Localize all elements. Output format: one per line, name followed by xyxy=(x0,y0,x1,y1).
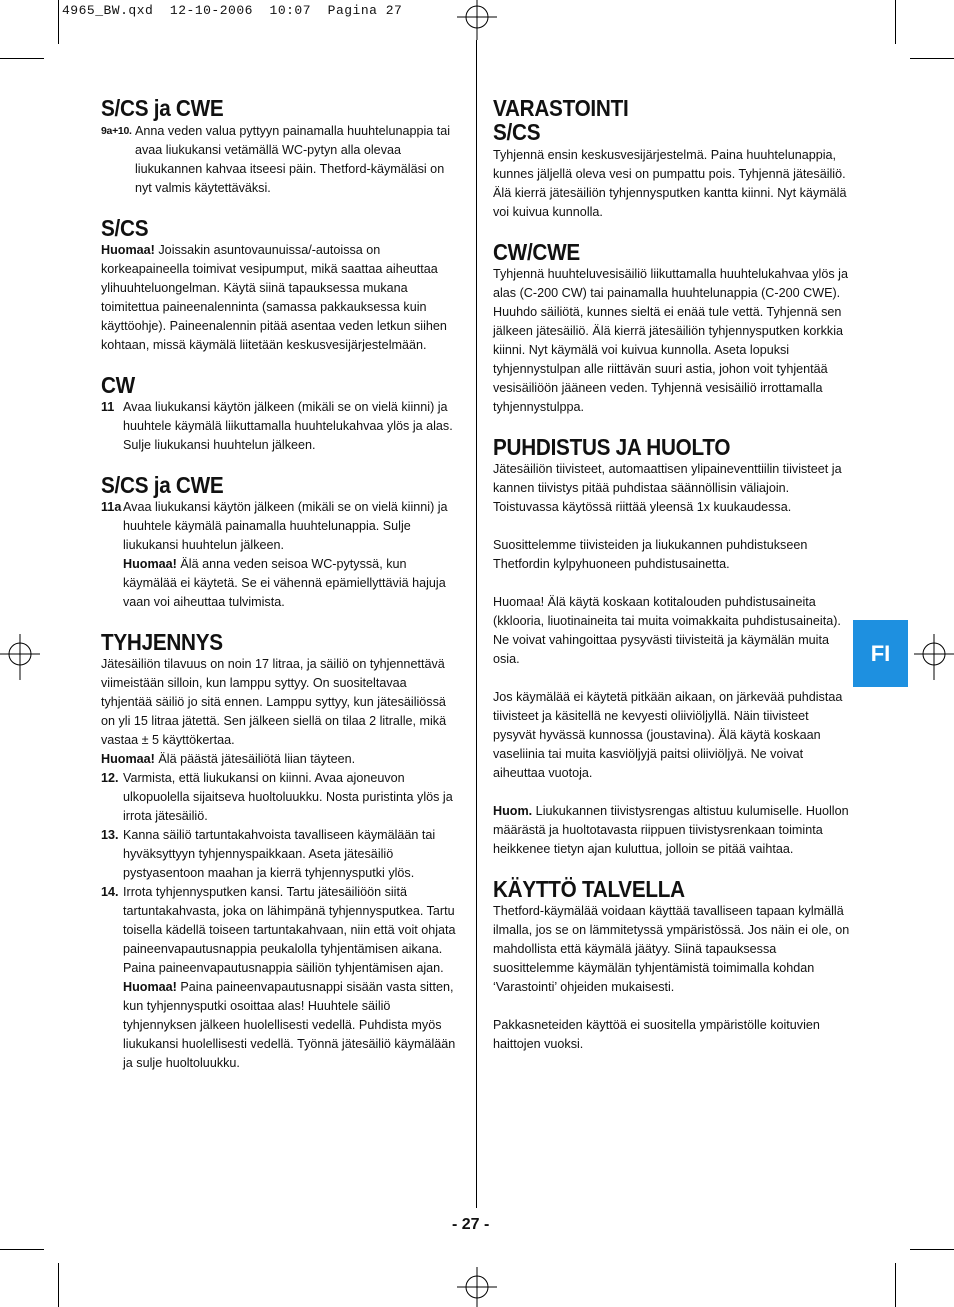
note-label: Huomaa! xyxy=(101,752,155,766)
note-label: Huomaa! xyxy=(123,980,177,994)
note-label: Huomaa! xyxy=(123,557,177,571)
instruction-item-11 xyxy=(101,398,461,455)
paragraph: Jos käymälää ei käytetä pitkään aikaan, on järkevää puhdistaa tiivisteet ja käsitellä ne kevyesti oliiviöljyllä. Näin tiivisteet pysyvät hyvässä kunnossa (joustavina). Älä käytä koskaan vaseliinia tai muita kasviöljyjä paitsi oliiviöljyä. Ne voivat aiheuttaa vuotoja. xyxy=(493,690,843,780)
paragraph: Suosittelemme tiivisteiden ja liukukannen puhdistukseen Thetfordin kylpyhuoneen puhdistusainetta. xyxy=(493,538,808,571)
item-text: Varmista, että liukukansi on kiinni. Avaa ajoneuvon ulkopuolella sijaitseva huoltoluukku. Nosta puristinta ylös ja irrota jätesäiliö. xyxy=(123,771,453,823)
section-heading-cw: CW xyxy=(101,372,135,398)
paragraph: Tyhjennä huuhteluvesisäiliö liikuttamalla huuhtelukahvaa ylös ja alas (C-200 CW) tai painamalla huuhtelunappia (C-200 CWE). Huuhdo säiliötä, kunnes sieltä ei enää tule vettä. Tyhjennä sen jälkeen jätesäiliö. Älä kierrä jätesäiliön tyhjennysputken korkkia kiinni. Nyt käymälä voi kuivua kunnolla. Aseta lopuksi tyhjennystulpan alle riittävän suuri astia, johon voit tyhjentää vesisäiliöön jääneen veden. Tyhjennä vesisäiliö irrottamalla tyhjennystulppa. xyxy=(493,267,848,414)
item-text: Kanna säiliö tartuntakahvoista tavalliseen käymälään tai hyväksyttyyn tyhjennyspaikkaan. Aseta jätesäiliö pystyasentoon maahan ja kierrä tyhjennysputki ylös. xyxy=(123,828,436,880)
right-column xyxy=(493,96,853,1054)
column-divider xyxy=(476,40,477,1208)
section-heading-scs: S/CS xyxy=(101,215,149,241)
paragraph: Jätesäiliön tiivisteet, automaattisen ylipaineventtiilin tiivisteet ja kannen tiivistys pitää puhdistaa säännöllisin väliajoin. Toistuvassa käytössä riittää yleensä 1x kuukaudessa. xyxy=(493,462,842,514)
crop-mark-bl-h xyxy=(0,1249,44,1250)
item-text: Avaa liukukansi käytön jälkeen (mikäli se on vielä kiinni) ja huuhtele käymälä painamalla huuhtelunappia. Sulje liukukansi huuhtelun jälkeen. xyxy=(123,500,448,552)
crop-mark-br-v xyxy=(895,1263,896,1307)
instruction-item-11a xyxy=(101,498,461,612)
paragraph: Tyhjennä ensin keskusvesijärjestelmä. Paina huuhtelunappia, kunnes jäljellä oleva vesi on pumpattu pois. Tyhjennä jätesäiliö. Älä kierrä jätesäiliön tyhjennysputken kantta kiinni. Nyt käymälä voi kuivua kunnolla. xyxy=(493,148,847,219)
print-slug: 4965_BW.qxd 12-10-2006 10:07 Pagina 27 xyxy=(62,3,403,18)
note-paragraph xyxy=(493,802,853,859)
crop-mark-tr-v xyxy=(895,0,896,44)
language-tab-fi: FI xyxy=(853,620,908,687)
note-text: Älä päästä jätesäiliötä liian täyteen. xyxy=(154,752,356,766)
paragraph: Huomaa! Älä käytä koskaan kotitalouden puhdistusaineita (kklooria, liuotinaineita tai muita voimakkaita puhdistusaineita). Ne voivat vahingoittaa pysyvästi tiivisteitä ja käymälän muita osia. xyxy=(493,595,841,666)
item-text: Anna veden valua pyttyyn painamalla huuhtelunappia tai avaa liukukansi vetämällä WC-pytyn alla olevaa liukukannen kahvaa itseesi päin. Thetford-käymäläsi on nyt valmis käytettäväksi. xyxy=(135,124,451,195)
section-heading-scs-cwe-2: S/CS ja CWE xyxy=(101,472,224,498)
section-subheading-scs: S/CS xyxy=(493,119,541,145)
note-paragraph xyxy=(101,750,461,769)
paragraph: Thetford-käymälää voidaan käyttää tavalliseen tapaan kylmällä ilmalla, jos se on lämmitetyssä ympäristössä. Jos näin ei ole, on mahdollista että käymälä jäätyy. Siinä tapauksessa suosittelemme käymälän tyhjentämistä toimimalla kohdan ‘Varastointi’ ohjeiden mukaisesti. xyxy=(493,904,850,994)
note-label: Huomaa! xyxy=(101,243,155,257)
crop-mark-tl-h xyxy=(0,58,44,59)
note-text: Joissakin asuntovaunuissa/-autoissa on korkeapaineella toimivat vesipumput, mikä saattaa aiheuttaa ylihuuhteluongelman. Käytä siinä tapauksessa mukana toimitettua paineenalenninta (samassa pakkauksessa kuin käyttöohje). Paineenalennin pitää asentaa veden letkun siihen kohtaan, missä käymälä liitetään keskusvesijärjestelmään. xyxy=(101,243,447,352)
left-column xyxy=(101,96,461,1073)
item-number: 9a+10. xyxy=(101,125,132,137)
section-heading-puhdistus: PUHDISTUS JA HUOLTO xyxy=(493,434,731,460)
note-text: Paina paineenvapautusnappi sisään vasta sitten, kun tyhjennysputki osoittaa alas! Huuhtele säiliö tyhjennyksen jälkeen huolellisesti vedellä. Puhdista myös liukukansi huolellisesti vedellä. Työnnä jätesäiliö käymälään ja sulje huoltoluukku. xyxy=(123,980,456,1070)
instruction-item-9a10 xyxy=(101,122,461,198)
note-text: Älä anna veden seisoa WC-pytyssä, kun käymälää ei käytetä. Se ei vähennä epämiellyttäviä hajuja vaan voi aiheuttaa tulvimista. xyxy=(123,557,446,609)
item-number: 11a xyxy=(101,500,122,514)
instruction-item-12 xyxy=(101,769,461,826)
crop-mark-tl-v xyxy=(58,0,59,44)
item-number: 13. xyxy=(101,828,119,842)
paragraph: Pakkasneteiden käyttöä ei suositella ympäristölle koituvien haittojen vuoksi. xyxy=(493,1018,820,1051)
section-heading-varastointi: VARASTOINTI xyxy=(493,95,629,121)
instruction-item-13 xyxy=(101,826,461,883)
registration-mark-left-icon xyxy=(0,632,40,682)
registration-mark-right-icon xyxy=(914,632,954,682)
instruction-item-14 xyxy=(101,883,461,1073)
item-number: 11 xyxy=(101,400,115,414)
registration-mark-bottom-icon xyxy=(452,1267,502,1307)
section-heading-cw-cwe: CW/CWE xyxy=(493,239,580,265)
item-number: 14. xyxy=(101,885,119,899)
crop-mark-tr-h xyxy=(910,58,954,59)
crop-mark-br-h xyxy=(910,1249,954,1250)
section-heading-scs-cwe: S/CS ja CWE xyxy=(101,95,224,121)
page-number: - 27 - xyxy=(452,1216,490,1233)
item-text: Avaa liukukansi käytön jälkeen (mikäli se on vielä kiinni) ja huuhtele käymälä liikuttamalla huuhtelukahvaa ylös ja alas. Sulje liukukansi huuhtelun jälkeen. xyxy=(123,400,453,452)
crop-mark-bl-v xyxy=(58,1263,59,1307)
note-text: Liukukannen tiivistysrengas altistuu kulumiselle. Huollon määrästä ja huoltotavasta riippuen tiivistysrenkaan toiminta heikkenee tietyn ajan kuluttua, jolloin se pitää vaihtaa. xyxy=(493,804,849,856)
item-text: Irrota tyhjennysputken kansi. Tartu jätesäiliöön siitä tartuntakahvasta, joka on lähimpänä tyhjennysputkea. Tartu toisella kädellä toiseen tartuntakahvaan, niin että voit ohjata paineenvapautusnappia peukalolla tyhjentämisen aikana. Paina paineenvapautusnappia säiliön tyhjentämisen ajan. xyxy=(123,885,456,975)
note-label: Huom. xyxy=(493,804,533,818)
intro-paragraph: Jätesäiliön tilavuus on noin 17 litraa, ja säiliö on tyhjennettävä viimeistään silloin, kun lamppu syttyy. On suositeltavaa tyhjentää säiliö jo sitä ennen. Lamppu syttyy, kun jätesäiliössä on yli 15 litraa jätettä. Sen jälkeen siellä on tilaa 2 litralle, mikä vastaa ± 5 käyttökertaa. xyxy=(101,657,447,747)
registration-mark-top-icon xyxy=(452,0,502,40)
section-heading-kaytto-talvella: KÄYTTÖ TALVELLA xyxy=(493,876,685,902)
item-number: 12. xyxy=(101,771,119,785)
note-paragraph xyxy=(101,241,461,355)
section-heading-tyhjennys: TYHJENNYS xyxy=(101,629,223,655)
